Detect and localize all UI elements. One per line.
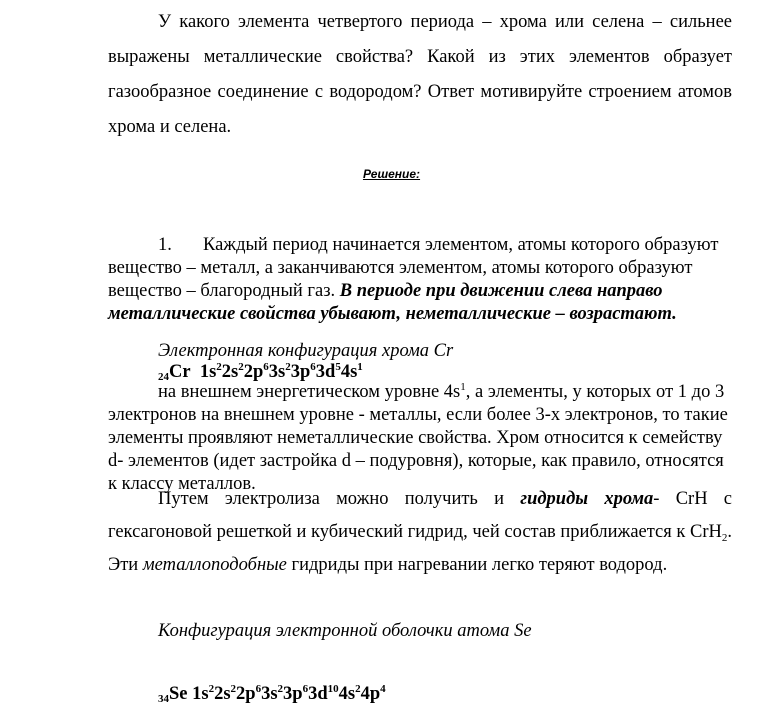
paragraph-2-part2: , а элементы, у которых от 1 до 3 электронов на внешнем уровне - металлы, если более 3-х электронов, то такие элементы проявляют неметаллические свойства. Хром относится к семейству d- элементов (идет застройка d – подуровня), которые, как правило, относятся к классу металлов. — [108, 382, 728, 494]
selenium-orbitals — [192, 684, 386, 704]
chromium-config-heading: Электронная конфигурация хрома Cr — [158, 341, 454, 361]
paragraph-2 — [108, 381, 732, 496]
chromium-atomic-number: 24 — [158, 371, 169, 383]
paragraph-2-superscript: 1 — [460, 381, 466, 393]
orbital-term: 3d — [315, 362, 336, 382]
selenium-config-heading: Конфигурация электронной оболочки атома Se — [158, 621, 532, 641]
orbital-term: 3d — [308, 684, 328, 704]
paragraph-3-italic: металлоподобные — [142, 555, 287, 575]
chromium-electron-config — [158, 361, 363, 383]
electron-count: 2 — [238, 361, 244, 373]
orbital-term: 3s — [268, 362, 286, 382]
orbital-term: 2p — [243, 362, 264, 382]
paragraph-3-emphasis: гидриды хрома — [520, 489, 654, 509]
orbital-term: 4s — [340, 362, 358, 382]
paragraph-3-part4: гидриды при нагревании легко теряют водород. — [286, 555, 668, 575]
question-text: У какого элемента четвертого периода – хрома или селена – сильнее выражены металлические свойства? Какой из этих элементов образует газообразное соединение с водородом? Ответ мотивируйте строением атомов хрома и селена. — [108, 12, 732, 137]
orbital-term: 3p — [290, 362, 311, 382]
electron-count: 2 — [355, 683, 361, 695]
electron-count: 6 — [302, 683, 309, 695]
orbital-term: 4p — [360, 684, 381, 704]
electron-count: 5 — [335, 361, 341, 373]
chromium-symbol: Cr — [169, 362, 191, 382]
selenium-symbol: Se — [169, 684, 188, 704]
paragraph-1-text: Каждый период начинается элементом, атомы которого образуют вещество – металл, а заканчиваются элементом, атомы которого образуют вещество – благородный газ. — [108, 235, 719, 301]
orbital-term: 1s — [192, 684, 209, 704]
electron-count: 10 — [327, 683, 339, 695]
electron-count: 2 — [230, 683, 237, 695]
orbital-term: 4s — [338, 684, 356, 704]
orbital-term: 3p — [283, 684, 303, 704]
electron-count: 1 — [357, 361, 363, 373]
electron-count: 2 — [285, 361, 291, 373]
paragraph-3-part3: . Эти — [108, 522, 733, 575]
orbital-term: 2s — [214, 684, 231, 704]
paragraph-1 — [108, 234, 734, 326]
electron-count: 2 — [216, 361, 222, 373]
paragraph-2-part1: на внешнем энергетическом уровне 4s — [158, 382, 461, 402]
orbital-term: 2p — [236, 684, 256, 704]
selenium-atomic-number: 34 — [158, 693, 169, 705]
chromium-orbitals — [200, 362, 363, 382]
solution-heading: Решение: — [362, 167, 421, 181]
paragraph-3 — [108, 483, 732, 582]
paragraph-3-subscript: 2 — [721, 532, 728, 544]
selenium-electron-config — [158, 683, 386, 705]
electron-count: 2 — [277, 683, 284, 695]
electron-count: 4 — [380, 683, 386, 695]
electron-count: 6 — [263, 361, 269, 373]
electron-count: 6 — [310, 361, 316, 373]
item-number: 1. — [158, 235, 172, 255]
electron-count: 6 — [255, 683, 262, 695]
orbital-term: 1s — [199, 362, 217, 382]
paragraph-3-part2: - CrH с гексагоновой решеткой и кубический гидрид, чей состав приближается к CrH — [108, 489, 732, 542]
orbital-term: 2s — [221, 362, 239, 382]
paragraph-1-emphasis: В периоде при движении слева направо металлические свойства убывают, неметаллические – возрастают. — [108, 281, 677, 324]
orbital-term: 3s — [261, 684, 278, 704]
electron-count: 2 — [208, 683, 215, 695]
paragraph-3-part1: Путем электролиза можно получить и — [158, 489, 521, 509]
